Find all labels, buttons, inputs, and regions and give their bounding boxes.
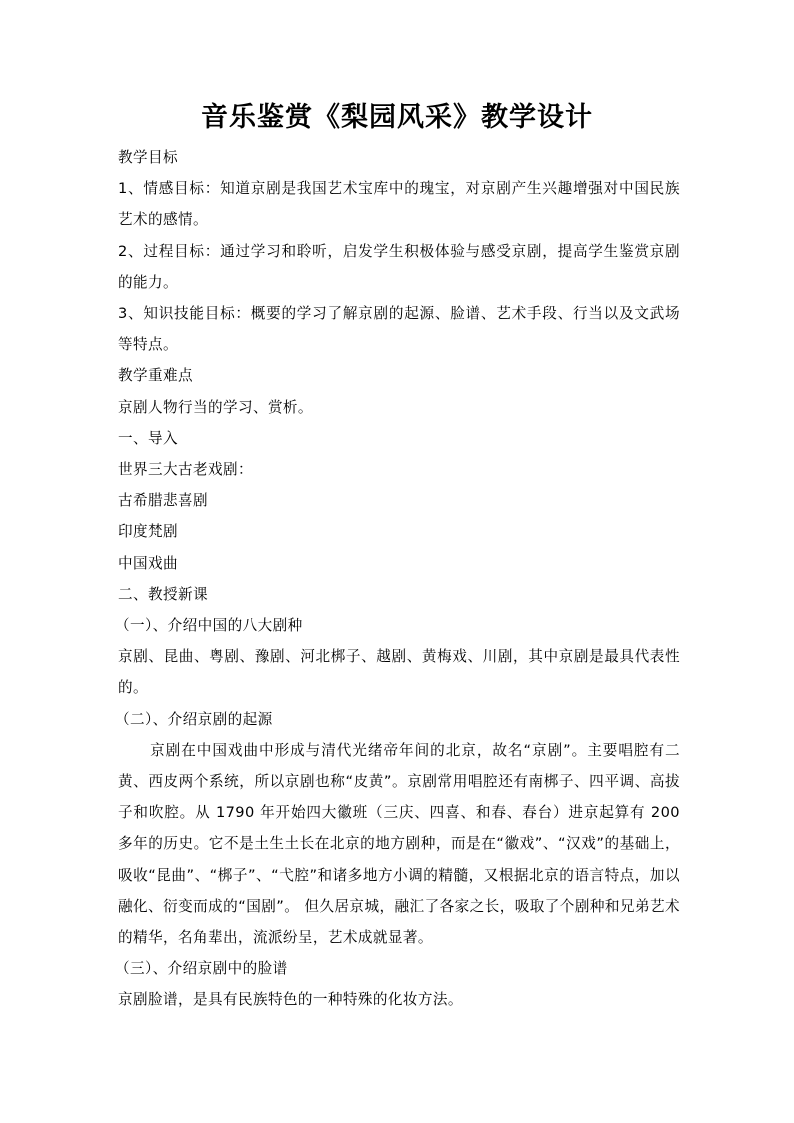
three-ancient-dramas: 世界三大古老戏剧： xyxy=(118,461,253,479)
document-title: 音乐鉴赏《梨园风采》教学设计 xyxy=(201,102,593,133)
goal-emotion: 1、情感目标：知道京剧是我国艺术宝库中的瑰宝，对京剧产生兴趣增强对中国民族艺术的感情。 xyxy=(118,180,680,229)
section-introduction: 一、导入 xyxy=(118,429,178,447)
list-item: 古希腊悲喜剧 xyxy=(118,492,208,510)
facial-makeup-text: 京剧脸谱，是具有民族特色的一种特殊的化妆方法。 xyxy=(118,991,463,1009)
subsection-origin: （二）、介绍京剧的起源 xyxy=(115,710,273,728)
goal-knowledge: 3、知识技能目标：概要的学习了解京剧的起源、脸谱、艺术手段、行当以及文武场等特点。 xyxy=(118,305,680,354)
document-body xyxy=(115,142,680,1016)
heading-teaching-goals: 教学目标 xyxy=(118,149,178,166)
goal-process: 2、过程目标：通过学习和聆听，启发学生积极体验与感受京剧，提高学生鉴赏京剧的能力。 xyxy=(118,242,680,291)
subsection-facial-makeup: （三）、介绍京剧中的脸谱 xyxy=(115,960,288,978)
key-points-text: 京剧人物行当的学习、赏析。 xyxy=(118,398,313,416)
list-item: 中国戏曲 xyxy=(118,554,178,572)
heading-key-points: 教学重难点 xyxy=(118,367,193,385)
eight-operas-text: 京剧、昆曲、粤剧、豫剧、河北梆子、越剧、黄梅戏、川剧，其中京剧是最具代表性的。 xyxy=(118,648,680,697)
subsection-eight-operas: （一）、介绍中国的八大剧种 xyxy=(115,617,303,635)
origin-text: 京剧在中国戏曲中形成与清代光绪帝年间的北京，故名“京剧”。主要唱腔有二黄、西皮两个系统，所以京剧也称“皮黄”。京剧常用唱腔还有南梆子、四平调、高拔子和吹腔。从 1790 年开始四大徽班（三庆、四喜、和春、春台）进京起算有 200 多年的历史。它不是土生土长在北京的地方剧种，而是在“徽戏”、“汉戏”的基础上，吸收“昆曲”、“梆子”、“弋腔”和诸多地方小调的精髓，又根据北京的语言特点，加以融化、衍变而成的“国剧”。 但久居京城，融汇了各家之长，吸取了个剧种和兄弟艺术的精华，名角辈出，流派纷呈，艺术成就显著。 xyxy=(118,741,680,947)
list-item: 印度梵剧 xyxy=(118,523,178,541)
section-new-lesson: 二、教授新课 xyxy=(118,585,208,603)
